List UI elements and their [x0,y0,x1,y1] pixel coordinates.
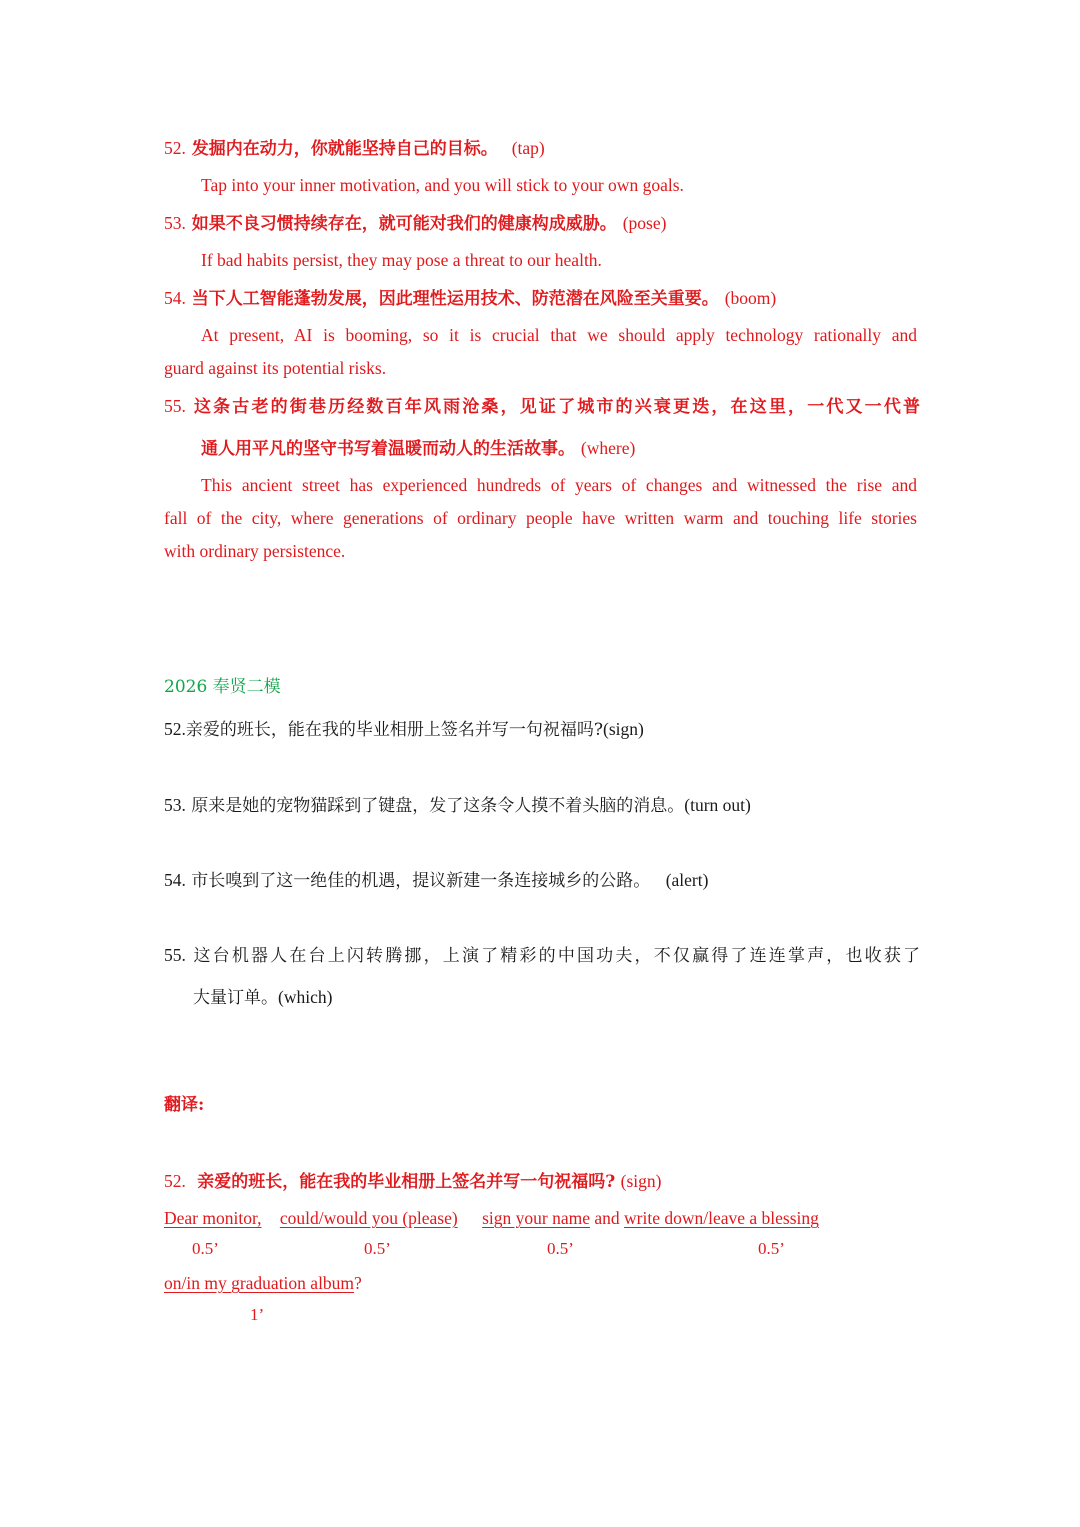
answer-segment-4: write down/leave a blessing [624,1208,819,1228]
question-54 [164,287,776,310]
question-chinese: 亲爱的班长，能在我的毕业相册上签名并写一句祝福吗? [185,720,603,740]
translation-heading: 翻译: [164,1095,205,1115]
answer-54-line2: guard against its potential risks. [164,358,387,378]
question-hint: (sign) [620,1171,662,1191]
answer-segment-1: Dear monitor, [164,1208,262,1228]
answer-segment-2: could/would you (please) [279,1208,458,1228]
question-chinese: 这台机器人在台上闪转腾挪，上演了精彩的中国功夫，不仅赢得了连连掌声，也收获了 [193,946,921,966]
question-chinese: 市长嗅到了这一绝佳的机遇，提议新建一条连接城乡的公路。 [191,871,651,891]
question-number: 55. [164,945,186,965]
question-number: 52. [164,1171,186,1191]
score-label: 0.5’ [364,1239,391,1258]
question-number: 54. [164,870,186,890]
exercise-53 [164,794,751,817]
question-hint: (pose) [622,213,667,233]
answer-55-line2: fall of the city, where generations of ordinary people have written warm and touching life stories [164,508,917,528]
question-number: 52. [164,719,186,739]
section-heading: 2026 奉贤二模 [164,677,281,697]
question-chinese: 当下人工智能蓬勃发展，因此理性运用技术、防范潜在风险至关重要。 [191,289,719,309]
question-chinese: 原来是她的宠物猫踩到了键盘，发了这条令人摸不着头脑的消息。 [191,796,685,816]
score-label: 1’ [250,1305,265,1324]
exercise-55-line1 [164,944,920,967]
question-55-line2 [201,437,635,460]
question-hint: (where) [580,438,636,458]
question-hint: (turn out) [684,795,751,815]
answer-segment-5: on/in my graduation album [164,1273,355,1293]
exercise-55-line2 [193,986,332,1009]
score-label: 0.5’ [192,1239,219,1258]
question-chinese: 这条古老的街巷历经数百年风雨沧桑，见证了城市的兴衰更迭，在这里，一代又一代普 [193,397,921,417]
question-number: 52. [164,138,186,158]
question-number: 55. [164,396,186,416]
answer-55-line3: with ordinary persistence. [164,541,346,561]
question-number: 53. [164,213,186,233]
question-chinese: 通人用平凡的坚守书写着温暖而动人的生活故事。 [201,439,575,459]
answer-52: Tap into your inner motivation, and you will stick to your own goals. [201,175,684,195]
translation-question-52 [164,1170,661,1193]
question-52 [164,137,545,160]
translation-answer-line1 [164,1207,819,1229]
score-label: 0.5’ [547,1239,574,1258]
question-hint: (boom) [724,288,777,308]
question-chinese: 发掘内在动力，你就能坚持自己的目标。 [191,139,498,159]
question-hint: (tap) [511,138,545,158]
question-55-line1 [164,395,920,418]
answer-53: If bad habits persist, they may pose a threat to our health. [201,250,602,270]
question-number: 54. [164,288,186,308]
exercise-52 [164,718,644,741]
translation-answer-line2 [164,1272,362,1294]
question-chinese: 亲爱的班长，能在我的毕业相册上签名并写一句祝福吗? [197,1172,616,1192]
question-hint: (sign) [603,719,644,739]
exercise-54 [164,869,708,892]
answer-conjunction: and [594,1208,620,1228]
question-chinese: 如果不良习惯持续存在，就可能对我们的健康构成威胁。 [191,214,617,234]
answer-54-line1: At present, AI is booming, so it is crucial that we should apply technology rationally and [201,325,917,345]
question-number: 53. [164,795,186,815]
answer-segment-3: sign your name [482,1208,590,1228]
question-hint: (alert) [665,870,709,890]
score-label: 0.5’ [758,1239,785,1258]
answer-55-line1: This ancient street has experienced hundreds of years of changes and witnessed the rise and [201,475,917,495]
question-53 [164,212,666,235]
answer-question-mark: ? [354,1273,362,1293]
question-chinese: 大量订单。 [193,988,278,1008]
question-hint: (which) [278,987,333,1007]
